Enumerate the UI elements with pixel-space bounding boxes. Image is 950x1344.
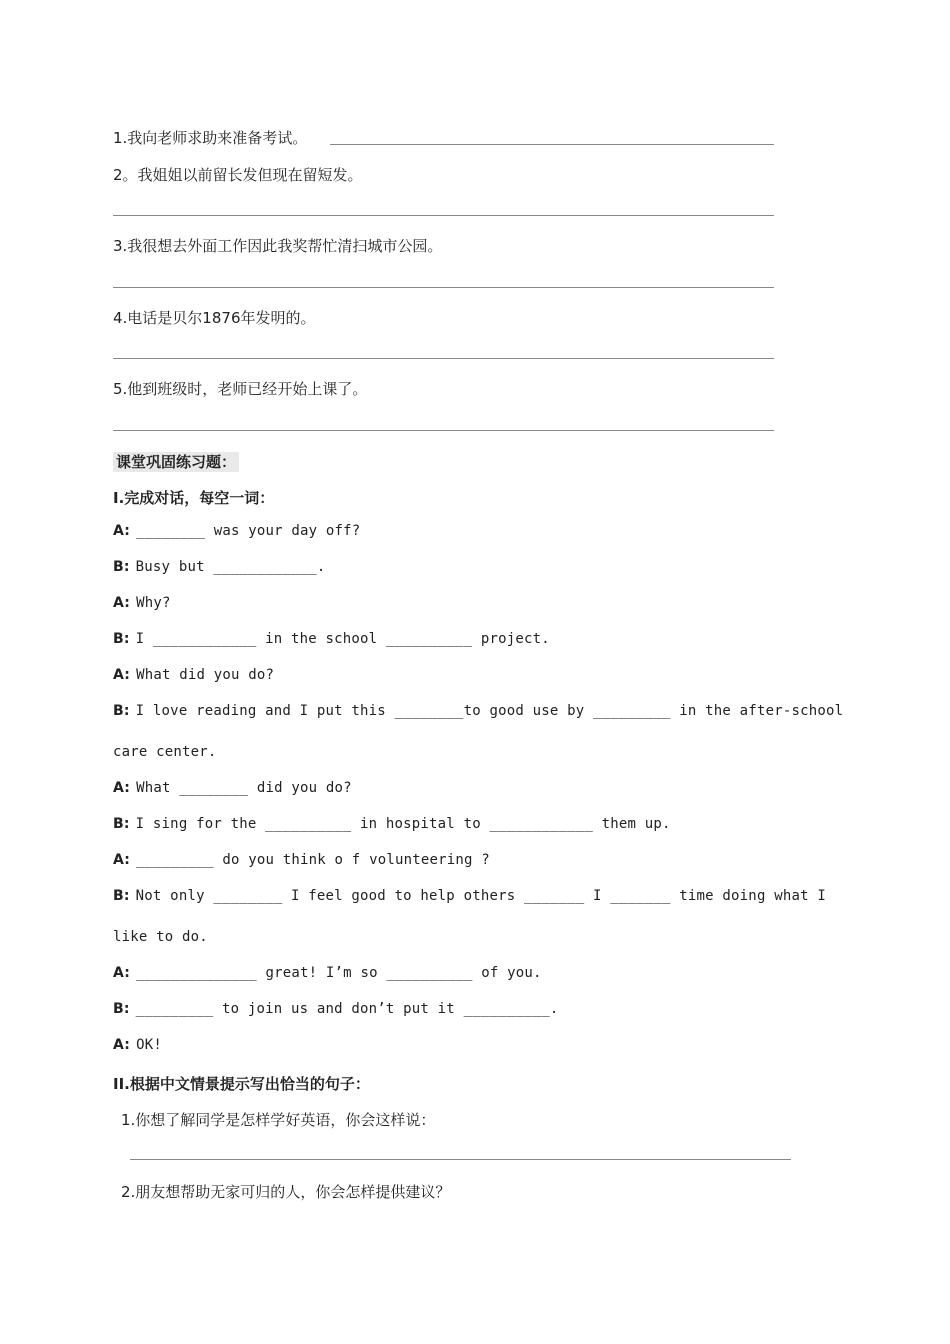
scenario-item-2 bbox=[121, 1181, 450, 1202]
speaker-label: A: bbox=[113, 595, 131, 611]
dialogue-line bbox=[113, 1001, 558, 1017]
dialogue-line bbox=[113, 631, 550, 647]
section2-title-text: II.根据中文情景提示写出恰当的句子： bbox=[113, 1075, 370, 1093]
section1-title bbox=[113, 487, 274, 508]
dialogue-line bbox=[113, 559, 326, 575]
dialogue-text: like to do. bbox=[113, 929, 208, 945]
speaker-label: B: bbox=[113, 888, 130, 904]
scenario-item-label: 1.你想了解同学是怎样学好英语，你会这样说： bbox=[121, 1111, 436, 1129]
answer-line[interactable] bbox=[130, 1159, 791, 1160]
speaker-label: A: bbox=[113, 523, 131, 539]
dialogue-line bbox=[113, 595, 171, 611]
speaker-label: B: bbox=[113, 703, 130, 719]
translation-item-1 bbox=[113, 127, 307, 148]
dialogue-text: ________ was your day off? bbox=[136, 523, 361, 539]
translation-item-2 bbox=[113, 164, 363, 185]
section2-title bbox=[113, 1073, 370, 1094]
speaker-label: B: bbox=[113, 816, 130, 832]
dialogue-text: care center. bbox=[113, 744, 217, 760]
dialogue-line bbox=[113, 965, 542, 981]
dialogue-text: _________ do you think o f volunteering ? bbox=[136, 852, 490, 868]
dialogue-line bbox=[113, 852, 490, 868]
translation-item-label: 5.他到班级时，老师已经开始上课了。 bbox=[113, 380, 368, 398]
dialogue-line bbox=[113, 523, 360, 539]
dialogue-line bbox=[113, 703, 843, 719]
dialogue-text: What did you do? bbox=[136, 667, 275, 683]
practice-title-text: 课堂巩固练习题： bbox=[113, 452, 239, 472]
dialogue-text: _________ to join us and don’t put it __________. bbox=[135, 1001, 559, 1017]
speaker-label: A: bbox=[113, 1037, 131, 1053]
translation-item-label: 4.电话是贝尔1876年发明的。 bbox=[113, 309, 316, 327]
dialogue-line bbox=[113, 888, 826, 904]
dialogue-text: What ________ did you do? bbox=[136, 780, 352, 796]
speaker-label: A: bbox=[113, 780, 131, 796]
scenario-item-1 bbox=[121, 1109, 435, 1130]
section1-title-text: I.完成对话，每空一词： bbox=[113, 489, 275, 507]
answer-line[interactable] bbox=[330, 144, 774, 145]
dialogue-text: ______________ great! I’m so __________ of you. bbox=[136, 965, 542, 981]
answer-line[interactable] bbox=[113, 430, 774, 431]
dialogue-line bbox=[113, 780, 352, 796]
dialogue-line bbox=[113, 1037, 162, 1053]
answer-line[interactable] bbox=[113, 215, 774, 216]
translation-item-label: 3.我很想去外面工作因此我奖帮忙清扫城市公园。 bbox=[113, 237, 443, 255]
translation-item-3 bbox=[113, 235, 442, 256]
dialogue-text: Busy but ____________. bbox=[135, 559, 326, 575]
dialogue-line bbox=[113, 667, 274, 683]
translation-item-label: 2。我姐姐以前留长发但现在留短发。 bbox=[113, 166, 363, 184]
speaker-label: A: bbox=[113, 852, 131, 868]
dialogue-text: Why? bbox=[136, 595, 171, 611]
scenario-item-label: 2.朋友想帮助无家可归的人，你会怎样提供建议？ bbox=[121, 1183, 451, 1201]
translation-item-label: 1.我向老师求助来准备考试。 bbox=[113, 129, 308, 147]
speaker-label: A: bbox=[113, 667, 131, 683]
speaker-label: A: bbox=[113, 965, 131, 981]
dialogue-line bbox=[113, 744, 217, 760]
practice-title bbox=[113, 451, 239, 472]
dialogue-line bbox=[113, 816, 671, 832]
dialogue-line bbox=[113, 929, 208, 945]
answer-line[interactable] bbox=[113, 358, 774, 359]
dialogue-text: OK! bbox=[136, 1037, 162, 1053]
dialogue-text: I sing for the __________ in hospital to ____________ them up. bbox=[135, 816, 671, 832]
speaker-label: B: bbox=[113, 559, 130, 575]
dialogue-text: I love reading and I put this ________to good use by _________ in the after-school bbox=[135, 703, 844, 719]
translation-item-4 bbox=[113, 307, 316, 328]
speaker-label: B: bbox=[113, 631, 130, 647]
dialogue-text: I ____________ in the school __________ project. bbox=[135, 631, 550, 647]
translation-item-5 bbox=[113, 378, 367, 399]
dialogue-text: Not only ________ I feel good to help others _______ I _______ time doing what I bbox=[135, 888, 826, 904]
speaker-label: B: bbox=[113, 1001, 130, 1017]
answer-line[interactable] bbox=[113, 287, 774, 288]
